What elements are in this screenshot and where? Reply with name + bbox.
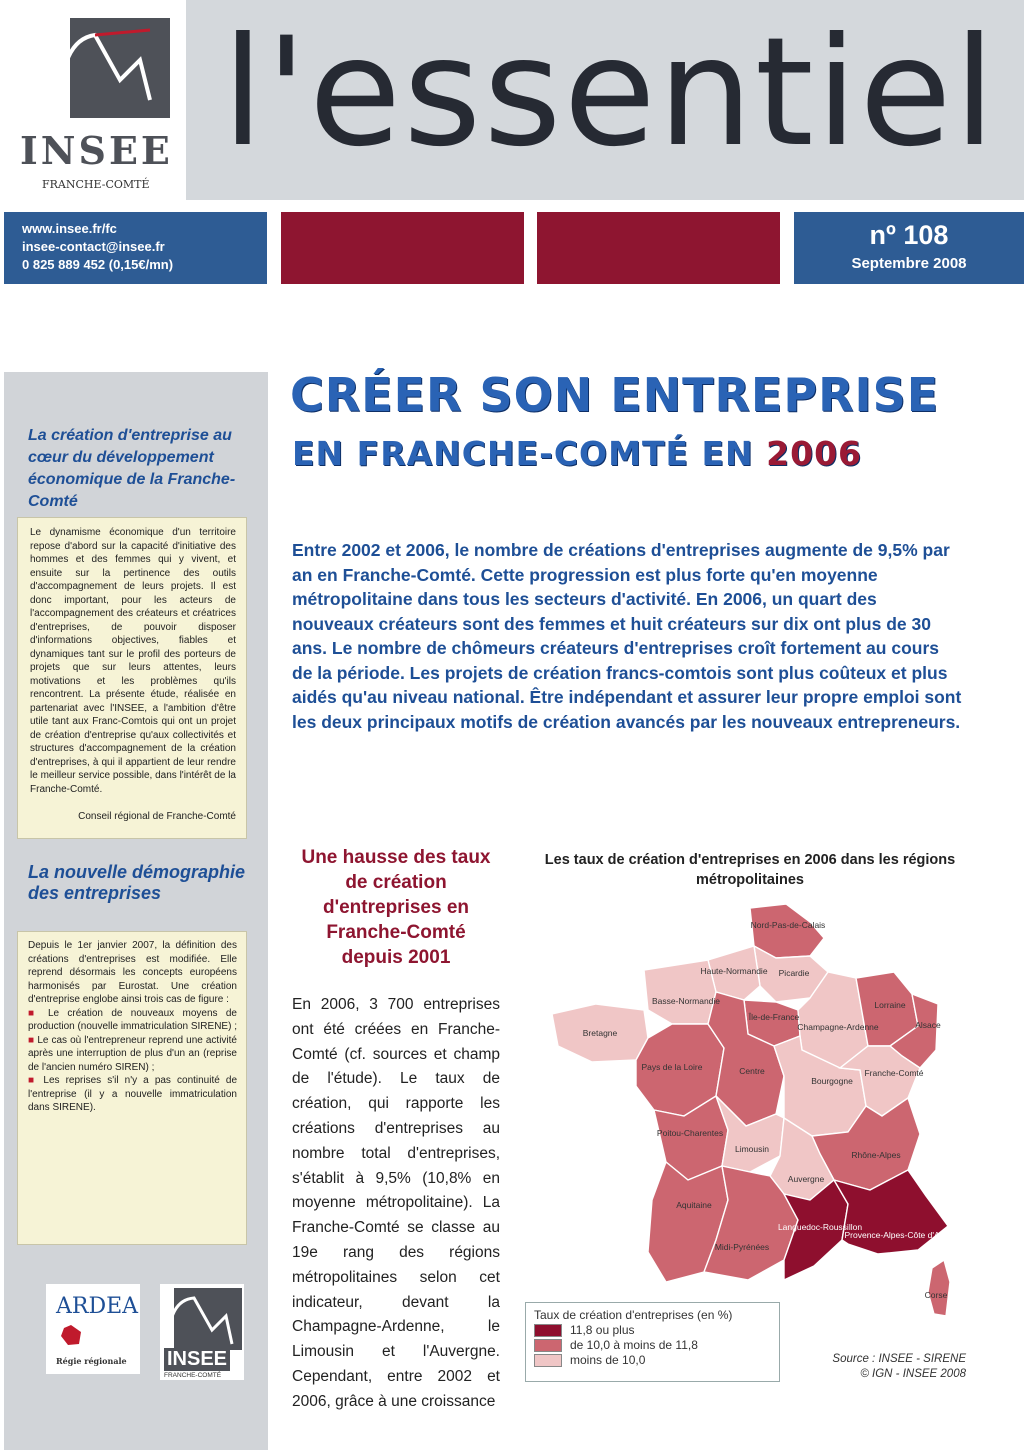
- issue-box: [794, 212, 1024, 284]
- publication-title: l'essentiel: [222, 6, 998, 180]
- list-item: ■ Le création de nouveaux moyens de production (nouvelle immatriculation SIRENE) ;: [28, 1007, 237, 1032]
- sidebar-box2-intro: Depuis le 1er janvier 2007, la définition des créations d'entreprises est modifiée. Elle reprend désormais les concepts européens harmonisés par Eurostat. Une création d'entreprise englobe ainsi trois cas de figure :: [28, 940, 237, 1005]
- map-legend: [525, 1302, 780, 1382]
- region-label-champagne: Champagne-Ardenne: [797, 1022, 879, 1032]
- region-label-poitou: Poitou-Charentes: [656, 1128, 724, 1138]
- legend-item: 11,8 ou plus: [534, 1323, 771, 1338]
- contact-website[interactable]: www.insee.fr/fc: [22, 221, 117, 236]
- list-item: ■ Le cas où l'entrepreneur reprend une activité après une interruption de plus d'un an (reprise de l'ancien numéro SIREN) ;: [28, 1034, 237, 1073]
- region-label-bretagne: Bretagne: [582, 1028, 618, 1038]
- intro-paragraph: Entre 2002 et 2006, le nombre de créations d'entreprises augmente de 9,5% par an en Franche-Comté. Cette progression est plus forte qu'en moyenne métropolitaine dans tous les secteurs d'activité. En 2006, un quart des nouveaux créateurs sont des femmes et huit créateurs sur dix ont plus de 30 ans. Le nombre de chômeurs créateurs d'entreprises croît fortement au cours de la période. Les projets de création francs-comtois sont plus coûteux et plus aidés qu'au niveau national. Être indépendant et assurer leur propre emploi sont les deux principaux motifs de création avancés par les nouveaux entrepreneurs.: [292, 540, 962, 732]
- ardea-logo-sub: Régie régionale: [56, 1356, 127, 1366]
- region-label-midi-pyrenees: Midi-Pyrénées: [714, 1242, 770, 1252]
- main-title-line2: EN FRANCHE-COMTÉ EN 2006: [292, 434, 863, 473]
- legend-title: Taux de création d'entreprises (en %): [534, 1308, 733, 1322]
- main-title-line1: CRÉER SON ENTREPRISE: [290, 368, 940, 422]
- region-label-auvergne: Auvergne: [787, 1174, 825, 1184]
- bullet-icon: ■: [28, 1034, 38, 1046]
- insee-logo-small-text: INSEE: [164, 1348, 230, 1371]
- map-source-line1: Source : INSEE - SIRENE: [832, 1353, 966, 1365]
- region-label-franche-comte: Franche-Comté: [864, 1068, 924, 1078]
- sidebar-box1-title: La création d'entreprise au cœur du développement économique de la Franche-Comté: [28, 427, 236, 510]
- region-label-lorraine: Lorraine: [874, 1000, 906, 1010]
- contact-email[interactable]: insee-contact@insee.fr: [22, 239, 165, 254]
- region-label-limousin: Limousin: [734, 1144, 770, 1154]
- ardea-logo-text: ARDEA: [56, 1294, 139, 1319]
- section-title: Une hausse des taux de création d'entreprises en Franche-Comté depuis 2001: [301, 847, 491, 968]
- insee-logo-small-mark: [164, 1288, 242, 1350]
- legend-item: moins de 10,0: [534, 1353, 771, 1368]
- list-item: ■ Les reprises s'il n'y a pas continuité de l'entreprise (il y a nouvelle immatriculation dans SIRENE).: [28, 1075, 237, 1113]
- region-label-languedoc: Languedoc-Roussillon: [777, 1222, 863, 1232]
- region-corse: [928, 1260, 950, 1316]
- header-bar-left: [281, 212, 524, 284]
- insee-logo-sub: FRANCHE-COMTÉ: [42, 178, 150, 191]
- sidebar-box2-list: [28, 1007, 237, 1115]
- region-label-aquitaine: Aquitaine: [676, 1200, 712, 1210]
- region-label-basse-normandie: Basse-Normandie: [651, 996, 721, 1006]
- insee-logo-text: INSEE: [20, 128, 173, 173]
- sidebar-box2-title: La nouvelle démographie des entreprises: [28, 862, 246, 903]
- sidebar-box2: [17, 931, 247, 1245]
- bullet-icon: ■: [28, 1007, 48, 1019]
- insee-logo-small: [160, 1284, 244, 1380]
- legend-swatch: [534, 1339, 562, 1352]
- region-label-bourgogne: Bourgogne: [811, 1076, 853, 1086]
- body-text: En 2006, 3 700 entreprises ont été créées en Franche-Comté (cf. sources et champ de l'étude). Le taux de création, qui rapporte les créations d'entreprises au nombre total d'entreprises, s'établit à 9,5% (10,8% en moyenne métropolitaine). La Franche-Comté se classe au 19e rang des régions métropolitaines selon cet indicateur, devant la Champagne-Ardenne, le Limousin et l'Auvergne. Cependant, entre 2002 et 2006, grâce à une croissance: [292, 996, 500, 1410]
- insee-logo-small-sub: FRANCHE-COMTÉ: [164, 1372, 222, 1379]
- region-label-rhone-alpes: Rhône-Alpes: [851, 1150, 901, 1160]
- region-label-paca: Provence-Alpes-Côte d'Azur: [844, 1230, 952, 1240]
- region-label-nord: Nord-Pas-de-Calais: [750, 920, 826, 930]
- issue-date: Septembre 2008: [851, 255, 967, 272]
- region-label-haute-normandie: Haute-Normandie: [700, 966, 768, 976]
- insee-logo: [0, 0, 186, 200]
- map-title: Les taux de création d'entreprises en 2006 dans les régions métropolitaines: [544, 852, 956, 888]
- contact-phone: 0 825 889 452 (0,15€/mn): [22, 257, 174, 272]
- sidebar-box1: [17, 517, 247, 839]
- france-regions-map: [548, 900, 968, 1320]
- bullet-icon: ■: [28, 1075, 44, 1086]
- sidebar-box1-text: Le dynamisme économique d'un territoire repose d'abord sur la capacité d'initiative des hommes et des femmes qui y vivent, et ensuite sur la pertinence des outils d'accompagnement de leurs projets. Il est donc important, pour les acteurs de l'accompagnement des créateurs et créatrices d'entreprises, de pouvoir disposer d'informations objectives, fiables et dynamiques tant sur le profil des porteurs de projets que sur leurs attentes, leurs motivations et les problèmes qu'ils rencontrent. La présente étude, réalisée en partenariat avec l'INSEE, a l'ambition d'être utile tant aux Franc-Comtois qui ont un projet de création d'entreprise qu'aux collectivités et structures d'accompagnement de la création d'entreprises, à qui il appartient de leur rendre le meilleur service possible, dans l'intérêt de la Franche-Comté.: [30, 527, 236, 795]
- map-source-line2: © IGN - INSEE 2008: [860, 1368, 966, 1380]
- legend-item: de 10,0 à moins de 11,8: [534, 1338, 771, 1353]
- region-label-picardie: Picardie: [778, 968, 810, 978]
- region-label-centre: Centre: [739, 1066, 765, 1076]
- sidebar-box1-signature: Conseil régional de Franche-Comté: [78, 811, 236, 822]
- france-shape-icon: [60, 1324, 82, 1346]
- header-bar-right: [537, 212, 780, 284]
- issue-number: nº 108: [869, 220, 949, 250]
- legend-swatch: [534, 1324, 562, 1337]
- legend-swatch: [534, 1354, 562, 1367]
- region-label-corse: Corse: [924, 1290, 948, 1300]
- region-label-pays-de-la-loire: Pays de la Loire: [641, 1062, 703, 1072]
- contact-box: [4, 212, 267, 284]
- region-label-ile-de-france: Île-de-France: [748, 1012, 800, 1022]
- map-source: [780, 1352, 966, 1382]
- main-title-year: 2006: [766, 434, 863, 473]
- region-label-alsace: Alsace: [915, 1020, 941, 1030]
- ardea-logo: [46, 1284, 140, 1374]
